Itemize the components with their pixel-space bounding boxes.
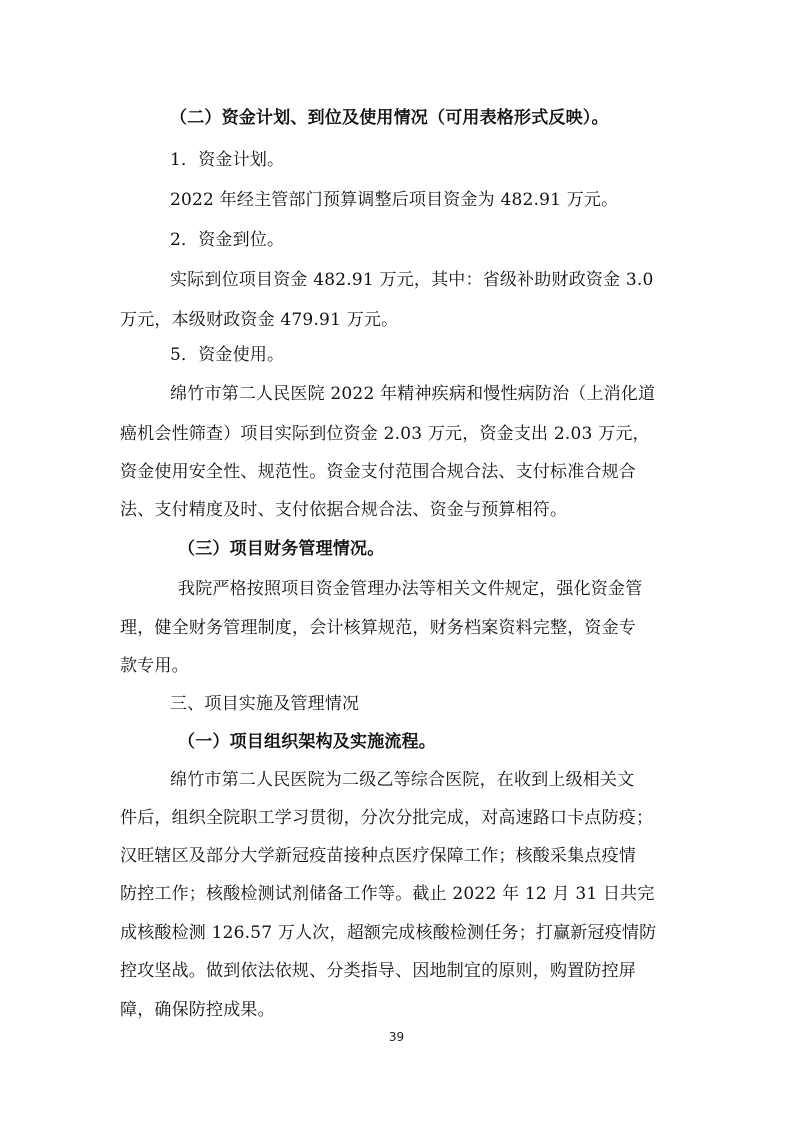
org-line5: 成核酸检测 126.57 万人次，超额完成核酸检测任务；打赢新冠疫情防	[120, 923, 657, 943]
finance-line2: 理，健全财务管理制度，会计核算规范，财务档案资料完整，资金专	[120, 618, 636, 638]
item5-body-line4: 法、支付精度及时、支付依据合规合法、资金与预算相符。	[120, 500, 568, 520]
org-line2: 件后，组织全院职工学习贯彻，分次分批完成，对高速路口卡点防疫；	[120, 808, 654, 828]
org-line1: 绵竹市第二人民医院为二级乙等综合医院，在收到上级相关文	[170, 770, 635, 790]
item2-title: 2．资金到位。	[170, 230, 285, 250]
page-number: 39	[388, 1030, 405, 1044]
finance-line1: 我院严格按照项目资金管理办法等相关文件规定，强化资金管	[178, 579, 643, 599]
item5-title: 5．资金使用。	[170, 345, 285, 365]
item5-body-line3: 资金使用安全性、规范性。资金支付范围合规合法、支付标准合规合	[120, 462, 636, 482]
item1-title: 1．资金计划。	[170, 150, 285, 170]
item5-body-line1: 绵竹市第二人民医院 2022 年精神疾病和慢性病防治（上消化道	[170, 384, 656, 404]
org-line3: 汉旺辖区及部分大学新冠疫苗接种点医疗保障工作；核酸采集点疫情	[120, 846, 636, 866]
item2-body-line2: 万元，本级财政资金 479.91 万元。	[120, 310, 399, 330]
finance-line3: 款专用。	[120, 656, 189, 676]
item2-body-line1: 实际到位项目资金 482.91 万元，其中：省级补助财政资金 3.0	[170, 270, 654, 290]
heading-org: （一）项目组织架构及实施流程。	[178, 732, 436, 752]
section3-title: 三、项目实施及管理情况	[170, 694, 360, 714]
org-line7: 障，确保防控成果。	[120, 1000, 275, 1020]
heading-funds-plan: （二）资金计划、到位及使用情况（可用表格形式反映）。	[170, 108, 609, 128]
item5-body-line2: 癌机会性筛查）项目实际到位资金 2.03 万元，资金支出 2.03 万元，	[120, 424, 650, 444]
item1-body: 2022 年经主管部门预算调整后项目资金为 482.91 万元。	[170, 190, 619, 210]
heading-finance: （三）项目财务管理情况。	[178, 539, 385, 559]
org-line6: 控攻坚战。做到依法依规、分类指导、因地制宜的原则，购置防控屏	[120, 961, 636, 981]
org-line4: 防控工作；核酸检测试剂储备工作等。截止 2022 年 12 月 31 日共完	[120, 884, 655, 904]
